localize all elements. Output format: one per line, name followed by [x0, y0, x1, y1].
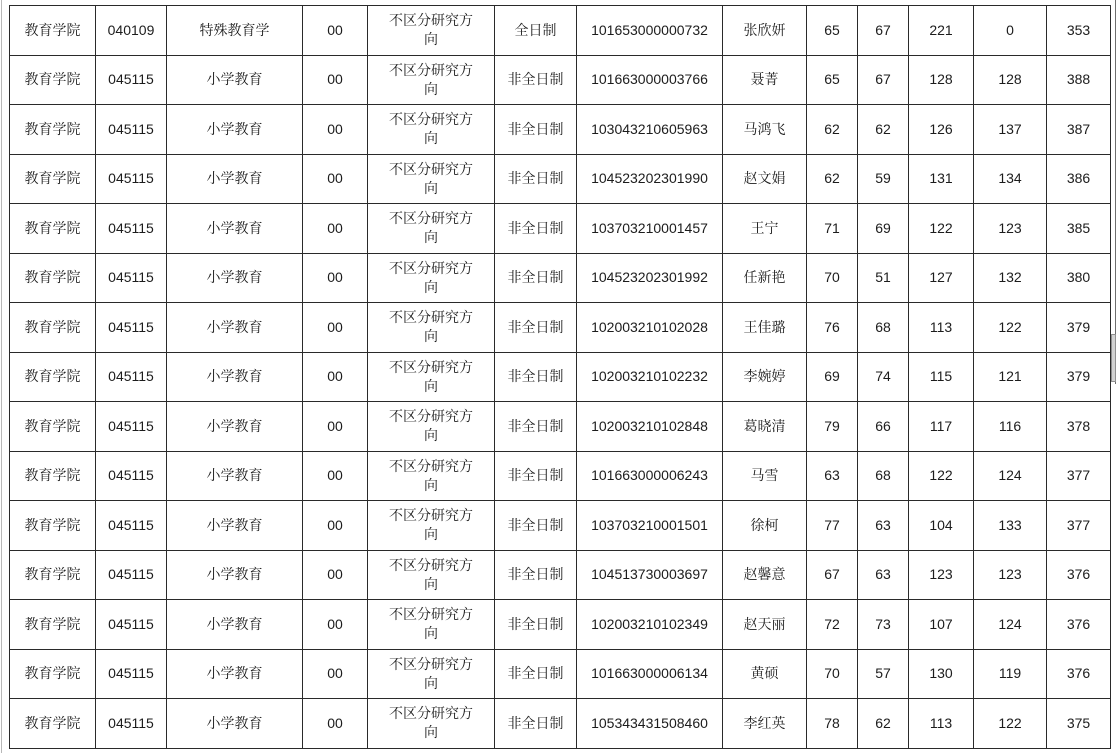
cell-score3: 122: [909, 451, 974, 501]
cell-direction: [368, 55, 495, 105]
cell-direction-code: 00: [303, 204, 368, 254]
cell-direction: [368, 105, 495, 155]
cell-major: 小学教育: [167, 55, 303, 105]
cell-direction: [368, 451, 495, 501]
direction-text: 不区分研究方向: [389, 408, 473, 444]
cell-name: 李红英: [723, 699, 807, 749]
table-row: [10, 154, 1111, 204]
cell-total: 385: [1047, 204, 1111, 254]
cell-direction: [368, 550, 495, 600]
cell-college: 教育学院: [10, 550, 96, 600]
cell-total: 377: [1047, 451, 1111, 501]
cell-name: 马雪: [723, 451, 807, 501]
cell-candidate-id: 105343431508460: [577, 699, 723, 749]
cell-score2: 59: [858, 154, 909, 204]
cell-total: 379: [1047, 303, 1111, 353]
cell-direction-code: 00: [303, 699, 368, 749]
cell-candidate-id: 102003210102028: [577, 303, 723, 353]
cell-score3: 113: [909, 699, 974, 749]
cell-total: 376: [1047, 600, 1111, 650]
cell-major-code: 045115: [96, 550, 167, 600]
cell-major: 小学教育: [167, 550, 303, 600]
table-row: [10, 550, 1111, 600]
cell-college: 教育学院: [10, 600, 96, 650]
cell-score3: 115: [909, 352, 974, 402]
cell-direction: [368, 204, 495, 254]
cell-study-mode: 非全日制: [495, 649, 577, 699]
cell-major-code: 045115: [96, 154, 167, 204]
cell-score3: 126: [909, 105, 974, 155]
cell-direction-code: 00: [303, 402, 368, 452]
direction-text: 不区分研究方向: [389, 556, 473, 592]
direction-text: 不区分研究方向: [389, 507, 473, 543]
cell-score1: 70: [807, 253, 858, 303]
table-row: [10, 600, 1111, 650]
cell-direction-code: 00: [303, 55, 368, 105]
table-row: [10, 402, 1111, 452]
direction-text: 不区分研究方向: [389, 61, 473, 97]
cell-candidate-id: 104523202301992: [577, 253, 723, 303]
cell-major: 小学教育: [167, 600, 303, 650]
cell-score3: 107: [909, 600, 974, 650]
table-row: [10, 303, 1111, 353]
cell-score4: 123: [974, 550, 1047, 600]
cell-major: 小学教育: [167, 451, 303, 501]
cell-total: 377: [1047, 501, 1111, 551]
cell-college: 教育学院: [10, 303, 96, 353]
cell-major-code: 045115: [96, 105, 167, 155]
cell-total: 376: [1047, 550, 1111, 600]
cell-total: 376: [1047, 649, 1111, 699]
cell-direction: [368, 303, 495, 353]
cell-major-code: 045115: [96, 352, 167, 402]
cell-major: 小学教育: [167, 105, 303, 155]
cell-major: 小学教育: [167, 253, 303, 303]
cell-major-code: 045115: [96, 600, 167, 650]
table-row: [10, 451, 1111, 501]
cell-college: 教育学院: [10, 105, 96, 155]
cell-score4: 123: [974, 204, 1047, 254]
cell-name: 徐柯: [723, 501, 807, 551]
cell-study-mode: 非全日制: [495, 600, 577, 650]
cell-score3: 221: [909, 6, 974, 56]
cell-score1: 62: [807, 154, 858, 204]
cell-score4: 137: [974, 105, 1047, 155]
cell-college: 教育学院: [10, 501, 96, 551]
cell-major: 小学教育: [167, 154, 303, 204]
cell-score1: 70: [807, 649, 858, 699]
cell-candidate-id: 101653000000732: [577, 6, 723, 56]
cell-direction-code: 00: [303, 303, 368, 353]
cell-study-mode: 非全日制: [495, 550, 577, 600]
cell-direction-code: 00: [303, 501, 368, 551]
cell-college: 教育学院: [10, 402, 96, 452]
cell-score3: 104: [909, 501, 974, 551]
cell-study-mode: 全日制: [495, 6, 577, 56]
cell-candidate-id: 102003210102349: [577, 600, 723, 650]
scrollbar-thumb[interactable]: [1111, 334, 1116, 382]
cell-major: 小学教育: [167, 303, 303, 353]
direction-text: 不区分研究方向: [389, 358, 473, 394]
cell-study-mode: 非全日制: [495, 501, 577, 551]
cell-score4: 133: [974, 501, 1047, 551]
cell-name: 任新艳: [723, 253, 807, 303]
cell-college: 教育学院: [10, 204, 96, 254]
cell-candidate-id: 103043210605963: [577, 105, 723, 155]
direction-text: 不区分研究方向: [389, 160, 473, 196]
cell-score3: 127: [909, 253, 974, 303]
cell-score3: 113: [909, 303, 974, 353]
cell-score4: 119: [974, 649, 1047, 699]
cell-direction-code: 00: [303, 600, 368, 650]
cell-total: 380: [1047, 253, 1111, 303]
cell-score2: 66: [858, 402, 909, 452]
table-row: [10, 204, 1111, 254]
cell-score2: 73: [858, 600, 909, 650]
direction-text: 不区分研究方向: [389, 309, 473, 345]
cell-total: 378: [1047, 402, 1111, 452]
cell-candidate-id: 101663000006243: [577, 451, 723, 501]
cell-score2: 68: [858, 303, 909, 353]
cell-score2: 62: [858, 699, 909, 749]
cell-college: 教育学院: [10, 55, 96, 105]
cell-score4: 124: [974, 600, 1047, 650]
cell-score4: 122: [974, 699, 1047, 749]
direction-text: 不区分研究方向: [389, 655, 473, 691]
cell-major-code: 045115: [96, 303, 167, 353]
cell-college: 教育学院: [10, 6, 96, 56]
cell-direction: [368, 600, 495, 650]
cell-candidate-id: 102003210102232: [577, 352, 723, 402]
cell-college: 教育学院: [10, 699, 96, 749]
cell-college: 教育学院: [10, 352, 96, 402]
cell-candidate-id: 104523202301990: [577, 154, 723, 204]
admission-score-table: [9, 5, 1111, 749]
cell-candidate-id: 101663000006134: [577, 649, 723, 699]
table-row: [10, 699, 1111, 749]
cell-study-mode: 非全日制: [495, 204, 577, 254]
direction-text: 不区分研究方向: [389, 259, 473, 295]
cell-score1: 65: [807, 6, 858, 56]
cell-major: 小学教育: [167, 402, 303, 452]
cell-score1: 65: [807, 55, 858, 105]
direction-text: 不区分研究方向: [389, 705, 473, 741]
cell-score1: 77: [807, 501, 858, 551]
cell-score1: 67: [807, 550, 858, 600]
table-row: [10, 253, 1111, 303]
cell-score1: 78: [807, 699, 858, 749]
cell-direction-code: 00: [303, 154, 368, 204]
cell-total: 388: [1047, 55, 1111, 105]
score-table-body: [10, 6, 1111, 749]
cell-direction-code: 00: [303, 105, 368, 155]
cell-name: 王佳璐: [723, 303, 807, 353]
cell-score2: 68: [858, 451, 909, 501]
table-row: [10, 352, 1111, 402]
cell-score4: 124: [974, 451, 1047, 501]
table-row: [10, 649, 1111, 699]
cell-score4: 122: [974, 303, 1047, 353]
cell-total: 379: [1047, 352, 1111, 402]
table-row: [10, 105, 1111, 155]
cell-major-code: 045115: [96, 204, 167, 254]
cell-major-code: 045115: [96, 55, 167, 105]
direction-text: 不区分研究方向: [389, 457, 473, 493]
cell-name: 张欣妍: [723, 6, 807, 56]
cell-direction-code: 00: [303, 649, 368, 699]
vertical-scrollbar[interactable]: [1110, 0, 1117, 753]
cell-study-mode: 非全日制: [495, 699, 577, 749]
direction-text: 不区分研究方向: [389, 12, 473, 48]
cell-name: 聂菁: [723, 55, 807, 105]
cell-direction: [368, 6, 495, 56]
direction-text: 不区分研究方向: [389, 606, 473, 642]
cell-direction: [368, 154, 495, 204]
cell-score1: 69: [807, 352, 858, 402]
cell-candidate-id: 103703210001457: [577, 204, 723, 254]
table-row: [10, 6, 1111, 56]
cell-candidate-id: 104513730003697: [577, 550, 723, 600]
cell-major: 小学教育: [167, 699, 303, 749]
cell-study-mode: 非全日制: [495, 253, 577, 303]
cell-major-code: 045115: [96, 253, 167, 303]
cell-name: 赵文娟: [723, 154, 807, 204]
cell-college: 教育学院: [10, 253, 96, 303]
cell-major-code: 045115: [96, 451, 167, 501]
cell-direction-code: 00: [303, 451, 368, 501]
cell-score2: 63: [858, 550, 909, 600]
direction-text: 不区分研究方向: [389, 210, 473, 246]
cell-score2: 51: [858, 253, 909, 303]
cell-score4: 128: [974, 55, 1047, 105]
cell-major: 特殊教育学: [167, 6, 303, 56]
cell-score2: 67: [858, 6, 909, 56]
cell-major-code: 045115: [96, 501, 167, 551]
cell-direction-code: 00: [303, 253, 368, 303]
cell-total: 353: [1047, 6, 1111, 56]
cell-score1: 71: [807, 204, 858, 254]
cell-study-mode: 非全日制: [495, 55, 577, 105]
table-row: [10, 501, 1111, 551]
cell-direction-code: 00: [303, 6, 368, 56]
cell-score3: 131: [909, 154, 974, 204]
cell-name: 李婉婷: [723, 352, 807, 402]
cell-direction: [368, 649, 495, 699]
cell-total: 386: [1047, 154, 1111, 204]
cell-score1: 62: [807, 105, 858, 155]
cell-study-mode: 非全日制: [495, 352, 577, 402]
cell-score3: 123: [909, 550, 974, 600]
cell-major: 小学教育: [167, 352, 303, 402]
table-row: [10, 55, 1111, 105]
cell-direction: [368, 352, 495, 402]
cell-name: 黄硕: [723, 649, 807, 699]
cell-major: 小学教育: [167, 501, 303, 551]
window-left-edge: [1, 0, 2, 753]
cell-major-code: 045115: [96, 649, 167, 699]
cell-study-mode: 非全日制: [495, 105, 577, 155]
cell-major: 小学教育: [167, 204, 303, 254]
cell-name: 马鸿飞: [723, 105, 807, 155]
cell-direction: [368, 253, 495, 303]
cell-score2: 62: [858, 105, 909, 155]
cell-score4: 121: [974, 352, 1047, 402]
cell-candidate-id: 103703210001501: [577, 501, 723, 551]
cell-score2: 69: [858, 204, 909, 254]
cell-college: 教育学院: [10, 451, 96, 501]
cell-study-mode: 非全日制: [495, 303, 577, 353]
cell-direction-code: 00: [303, 352, 368, 402]
cell-total: 375: [1047, 699, 1111, 749]
cell-name: 赵天丽: [723, 600, 807, 650]
cell-score3: 122: [909, 204, 974, 254]
cell-college: 教育学院: [10, 154, 96, 204]
cell-score1: 79: [807, 402, 858, 452]
cell-direction-code: 00: [303, 550, 368, 600]
cell-score1: 63: [807, 451, 858, 501]
cell-score4: 134: [974, 154, 1047, 204]
cell-candidate-id: 101663000003766: [577, 55, 723, 105]
cell-name: 王宁: [723, 204, 807, 254]
cell-score2: 63: [858, 501, 909, 551]
cell-score1: 76: [807, 303, 858, 353]
cell-score3: 130: [909, 649, 974, 699]
cell-score2: 67: [858, 55, 909, 105]
cell-total: 387: [1047, 105, 1111, 155]
cell-score3: 117: [909, 402, 974, 452]
cell-study-mode: 非全日制: [495, 402, 577, 452]
cell-major-code: 045115: [96, 402, 167, 452]
cell-direction: [368, 501, 495, 551]
cell-study-mode: 非全日制: [495, 154, 577, 204]
cell-name: 葛晓清: [723, 402, 807, 452]
cell-score4: 116: [974, 402, 1047, 452]
cell-score4: 0: [974, 6, 1047, 56]
cell-direction: [368, 699, 495, 749]
cell-name: 赵馨意: [723, 550, 807, 600]
cell-direction: [368, 402, 495, 452]
cell-college: 教育学院: [10, 649, 96, 699]
cell-major: 小学教育: [167, 649, 303, 699]
cell-score4: 132: [974, 253, 1047, 303]
cell-score2: 57: [858, 649, 909, 699]
cell-score1: 72: [807, 600, 858, 650]
cell-candidate-id: 102003210102848: [577, 402, 723, 452]
cell-score3: 128: [909, 55, 974, 105]
cell-major-code: 045115: [96, 699, 167, 749]
cell-score2: 74: [858, 352, 909, 402]
cell-major-code: 040109: [96, 6, 167, 56]
cell-study-mode: 非全日制: [495, 451, 577, 501]
direction-text: 不区分研究方向: [389, 111, 473, 147]
